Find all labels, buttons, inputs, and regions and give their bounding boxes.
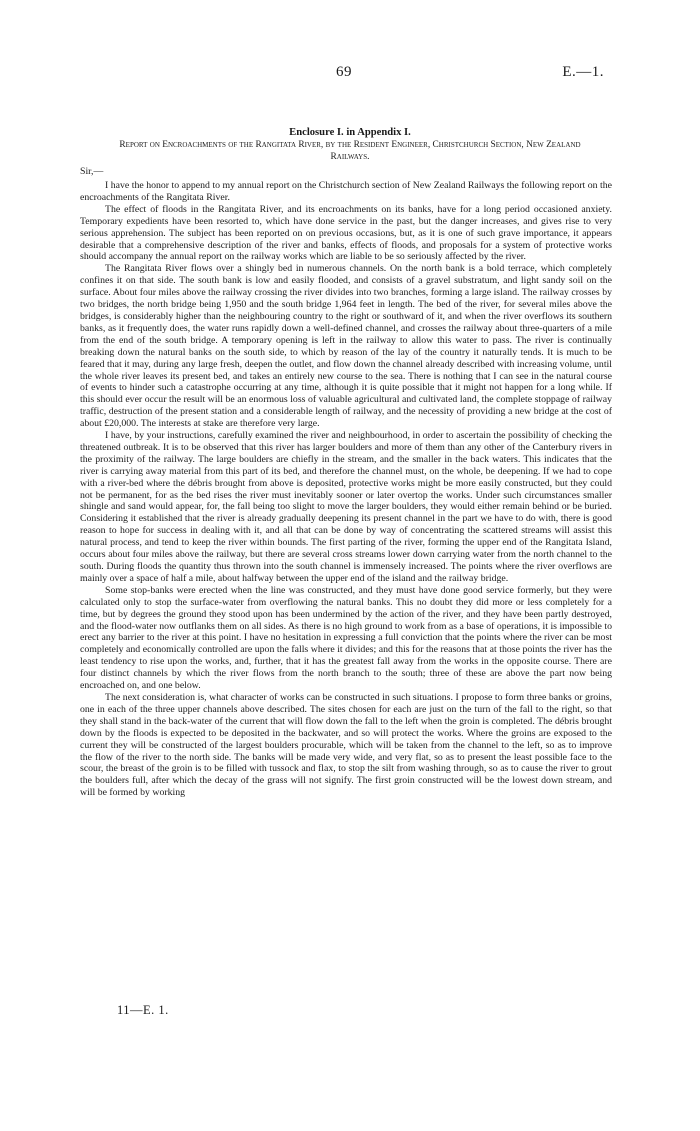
page-signature: 11—E. 1. <box>117 1003 169 1017</box>
paragraph: Some stop-banks were erected when the line was constructed, and they must have done good service formerly, but they were calculated only to stop the surface-water from overflowing the natural banks. This no doubt they did more or less completely for a time, but by degrees the ground they stood upon has been undermined by the action of the river, and they have been partly destroyed, and the flood-water now outflanks them on all sides. As there is no high ground to work from as a base of operations, it is impossible to erect any barrier to the river at this point. I have no hesitation in expressing a full conviction that the points where the river can be most completely and economically controlled are upon the falls where it divides; and this for the reasons that at those points the river has the least tendency to rise upon the works, and, further, that it has the greatest fall away from the works in the opposite course. There are four distinct channels by which the river flows from the north branch to the south; three of these are above the part now being encroached on, and one below. <box>80 584 612 692</box>
report-subtitle: Report on Encroachments of the Rangitata River, by the Resident Engineer, Christchurch Section, New Zealand Railways. <box>119 140 581 162</box>
salutation: Sir,— <box>80 166 104 177</box>
enclosure-title: Enclosure I. in Appendix I. <box>289 127 411 138</box>
paragraph: The effect of floods in the Rangitata River, and its encroachments on its banks, have for a long period occasioned anxiety. Temporary expedients have been resorted to, which have done service in the past, but the danger increases, and gives rise to very serious apprehension. The subject has been reported on on previous occasions, but, as it is one of such grave importance, it appears desirable that a comprehensive description of the river and banks, effects of floods, and proposals for a system of protective works should accompany the annual report on the railway works which are liable to be so seriously affected by the river. <box>80 203 612 263</box>
page-number: 69 <box>336 64 352 80</box>
report-body <box>80 180 612 799</box>
paragraph: I have the honor to append to my annual report on the Christchurch section of New Zealand Railways the following report on the encroachments of the Rangitata River. <box>80 180 612 203</box>
paragraph: The Rangitata River flows over a shingly bed in numerous channels. On the north bank is a bold terrace, which completely confines it on that side. The south bank is low and easily flooded, and consists of a gravel substratum, and light sandy soil on the surface. About four miles above the railway crossing the river divides into two branches, forming a large island. The railway crosses by two bridges, the north bridge being 1,950 and the south bridge 1,964 feet in length. The bed of the river, for several miles above the bridges, is considerably higher than the neighbouring country to the right or southward of it, and when the river overflows its southern banks, as it frequently does, the water runs rapidly down a well-defined channel, and crosses the railway about three-quarters of a mile from the end of the south bridge. A temporary opening is left in the railway to allow this water to pass. The river is continually breaking down the natural banks on the south side, to which by reason of the lay of the country it naturally tends. It is much to be feared that it may, during any large fresh, deepen the outlet, and flow down the channel already described with increasing volume, until the whole river leaves its present bed, and takes an entirely new course to the sea. There is nothing that I can see in the natural course of events to hinder such a catastrophe occurring at any time, although it is quite possible that it might not happen for a long while. If this should ever occur the result will be an enormous loss of valuable agricultural and cultivated land, the complete stoppage of railway traffic, destruction of the present station and a considerable length of railway, and the necessity of providing a new bridge at the cost of about £20,000. The interests at stake are therefore very large. <box>80 263 612 430</box>
document-reference: E.—1. <box>562 64 604 80</box>
paragraph: The next consideration is, what character of works can be constructed in such situations. I propose to form three banks or groins, one in each of the three upper channels above described. The sites chosen for each are just on the turn of the fall to the right, so that they shall stand in the back-water of the current that will flow down the fall to the left when the groin is completed. The débris brought down by the floods is expected to be deposited in the backwater, and so will protect the works. Where the groins are exposed to the current they will be constructed of the largest boulders procurable, which will be taken from the channel to the left, so as to improve the flow of the river to the north side. The banks will be made very wide, and very flat, so as to present the least possible face to the scour, the breast of the groin is to be filled with tussock and flax, to stop the silt from washing through, so as to cause the river to grout the boulders full, after which the decay of the grass will not signify. The first groin constructed will be the lowest down stream, and will be formed by working <box>80 691 612 799</box>
paragraph: I have, by your instructions, carefully examined the river and neighbourhood, in order to ascertain the possibility of checking the threatened outbreak. It is to be observed that this river has larger boulders and more of them than any other of the Canterbury rivers in the proximity of the railway. The large boulders are chiefly in the stream, and the smaller in the back waters. This indicates that the river is carrying away material from this part of its bed, and therefore the channel must, on the whole, be deepening. If we had to cope with a river-bed where the débris brought from above is deposited, protective works might be more easily constructed, but they could not be permanent, for as the bed rises the river must inevitably sooner or later overtop the works. Under such circumstances smaller shingle and sand would appear, for, the fall being too slight to move the larger boulders, they would either remain behind or be buried. Considering it established that the river is already gradually deepening its present channel in the part we have to do with, there is good reason to hope for success in dealing with it, and all that can be done by way of concentrating the scattered streams will assist this natural process, and tend to keep the river within bounds. The first parting of the river, forming the upper end of the Rangitata Island, occurs about four miles above the railway, but there are several cross streams lower down carrying water from the north channel to the south. During floods the quantity thus thrown into the south channel is immensely increased. The points where the river overflows are mainly over a space of half a mile, about halfway between the upper end of the island and the railway bridge. <box>80 430 612 584</box>
